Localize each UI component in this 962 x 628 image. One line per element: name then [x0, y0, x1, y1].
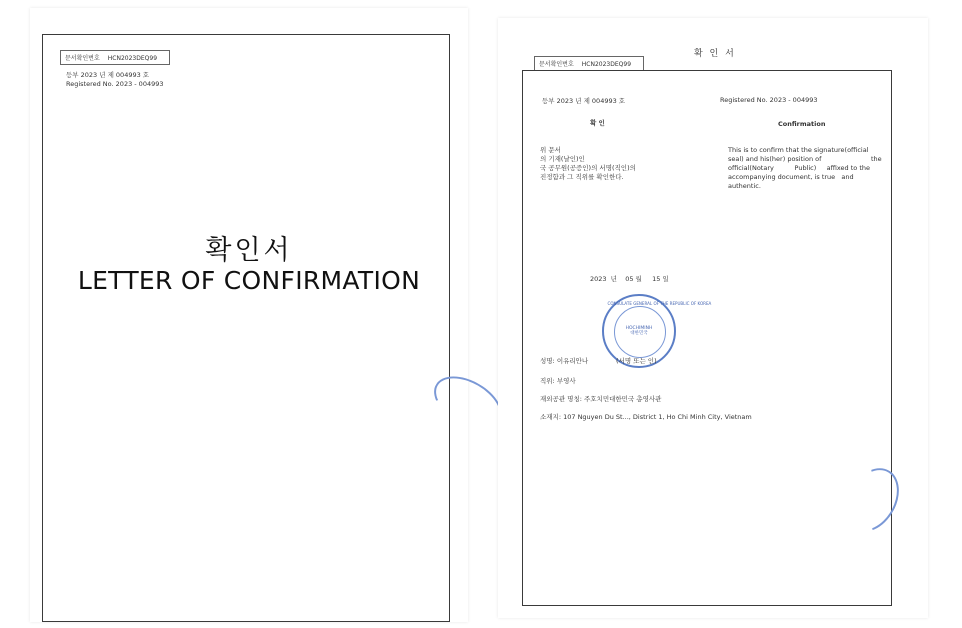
text-line: 의 기재(날인)인: [540, 155, 585, 163]
text-line: official(Notary Public) affixed to the: [728, 164, 870, 172]
issue-date: 2023 년 05 월 15 일: [590, 275, 669, 283]
registry-number-en: Registered No. 2023 - 004993: [66, 80, 164, 88]
doc-number-label: 문서확인번호: [539, 61, 574, 68]
section-title-ko: 확 인: [590, 119, 605, 127]
doc-confirmation-number-box: [534, 56, 644, 71]
page-heading: 확 인 서: [694, 49, 736, 59]
cover-title-english: LETTER OF CONFIRMATION: [77, 266, 421, 295]
text-line: accompanying document, is true and: [728, 173, 854, 181]
signature-placeholder: (서명 또는 인): [616, 357, 657, 365]
text-line: 위 문서: [540, 146, 561, 154]
position-line: 직위: 부영사: [540, 377, 576, 385]
cover-border: [42, 34, 450, 622]
section-title-en: Confirmation: [778, 120, 826, 128]
registry-number-en: Registered No. 2023 - 004993: [720, 96, 818, 104]
confirmation-page: [498, 18, 928, 618]
address-line: 소재지: 107 Nguyen Du St..., District 1, Ho Chi Minh City, Vietnam: [540, 413, 752, 421]
registry-number-ko: 등부 2023 년 제 004993 호: [542, 97, 626, 105]
doc-number: HCN2023DEQ99: [581, 61, 632, 68]
doc-number-label: 문서확인번호: [65, 55, 100, 62]
text-line: seal) and his(her) position of the: [728, 155, 882, 163]
confirmation-text-en: [728, 146, 890, 191]
text-line: authentic.: [728, 182, 761, 190]
text-line: This is to confirm that the signature(official: [728, 146, 869, 154]
text-line: 국 공무원(공증인)의 서명(직인)의: [540, 164, 636, 172]
seal-ring-text: CONSULATE GENERAL OF THE REPUBLIC OF KOREA: [607, 302, 712, 307]
office-line: 재외공관 명칭: 주호치민대한민국 총영사관: [540, 395, 662, 403]
cover-title-korean: 확인서: [205, 235, 293, 266]
text-line: 진정함과 그 직위를 확인한다.: [540, 173, 624, 181]
registry-number-ko: 등부 2023 년 제 004993 호: [66, 71, 150, 79]
doc-number: HCN2023DEQ99: [107, 55, 158, 62]
document-cover-page: [30, 8, 468, 622]
seal-center-text: HOCHIMINH 대한민국: [625, 326, 653, 336]
confirmation-text-ko: [540, 146, 636, 182]
doc-confirmation-number-box: [60, 50, 170, 65]
name-line: 성명: 이유리안나: [540, 357, 589, 365]
